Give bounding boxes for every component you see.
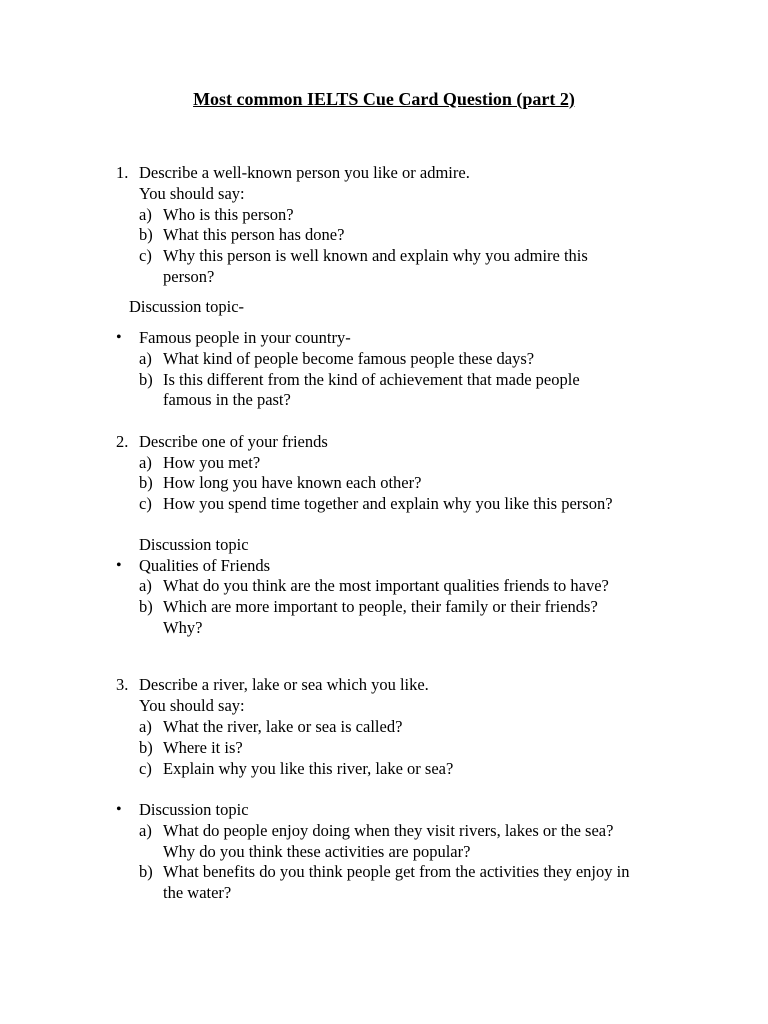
q1-item-b-text: What this person has done?	[163, 225, 345, 244]
q3-item-c-marker: c)	[139, 759, 152, 778]
q1-item-b-marker: b)	[139, 225, 153, 244]
q3-discussion-bullet: •	[116, 801, 122, 818]
q2-topic-item-a-text: What do you think are the most important qualities friends to have?	[163, 576, 609, 595]
q2-topic-item-b-marker: b)	[139, 597, 153, 616]
q2-item-b-text: How long you have known each other?	[163, 473, 422, 492]
q1-discussion-label: Discussion topic-	[129, 297, 245, 316]
q2-item-c-marker: c)	[139, 494, 152, 513]
q1-item-a-text: Who is this person?	[163, 205, 294, 224]
q2-item-a-text: How you met?	[163, 453, 261, 472]
q2-item-a-marker: a)	[139, 453, 152, 472]
q1-topic-item-b-text-line-1: Is this different from the kind of achievement that made people	[163, 370, 580, 389]
q2-item-c-text: How you spend time together and explain why you like this person?	[163, 494, 613, 513]
q2-topic-item-b-text-line-1: Which are more important to people, their family or their friends?	[163, 597, 598, 616]
document-title: Most common IELTS Cue Card Question (part 2)	[193, 89, 575, 109]
q3-discussion-label: Discussion topic	[139, 800, 249, 819]
question-1-number: 1.	[116, 163, 129, 182]
q1-item-c-marker: c)	[139, 246, 152, 265]
q1-topic-item-a-marker: a)	[139, 349, 152, 368]
q3-topic-item-a-text-line-2: Why do you think these activities are popular?	[163, 842, 471, 861]
q3-topic-item-b-marker: b)	[139, 862, 153, 881]
question-3-should-say: You should say:	[139, 696, 245, 715]
q1-item-a-marker: a)	[139, 205, 152, 224]
question-2-prompt: Describe one of your friends	[139, 432, 328, 451]
q2-topic-bullet: •	[116, 557, 122, 574]
q2-discussion-label: Discussion topic	[139, 535, 249, 554]
q2-topic: Qualities of Friends	[139, 556, 271, 575]
q3-topic-item-b-text-line-2: the water?	[163, 883, 232, 902]
q1-item-c-text-line-2: person?	[163, 267, 215, 286]
q2-item-b-marker: b)	[139, 473, 153, 492]
q1-topic-item-b-marker: b)	[139, 370, 153, 389]
q2-topic-item-b-text-line-2: Why?	[163, 618, 203, 637]
q3-item-b-text: Where it is?	[163, 738, 243, 757]
q3-topic-item-b-text-line-1: What benefits do you think people get from the activities they enjoy in	[163, 862, 630, 881]
q3-item-c-text: Explain why you like this river, lake or sea?	[163, 759, 454, 778]
q2-topic-item-a-marker: a)	[139, 576, 152, 595]
q1-topic-bullet: •	[116, 329, 122, 346]
question-2-number: 2.	[116, 432, 129, 451]
question-1-prompt: Describe a well-known person you like or admire.	[139, 163, 470, 182]
q3-item-a-text: What the river, lake or sea is called?	[163, 717, 403, 736]
q1-topic-item-b-text-line-2: famous in the past?	[163, 390, 291, 409]
q1-topic: Famous people in your country-	[139, 328, 351, 347]
q1-topic-item-a-text: What kind of people become famous people these days?	[163, 349, 535, 368]
q3-topic-item-a-marker: a)	[139, 821, 152, 840]
question-3-prompt: Describe a river, lake or sea which you like.	[139, 675, 429, 694]
q3-item-b-marker: b)	[139, 738, 153, 757]
question-1-should-say: You should say:	[139, 184, 245, 203]
q1-item-c-text-line-1: Why this person is well known and explain why you admire this	[163, 246, 588, 265]
q3-topic-item-a-text-line-1: What do people enjoy doing when they visit rivers, lakes or the sea?	[163, 821, 614, 840]
question-3-number: 3.	[116, 675, 129, 694]
q3-item-a-marker: a)	[139, 717, 152, 736]
